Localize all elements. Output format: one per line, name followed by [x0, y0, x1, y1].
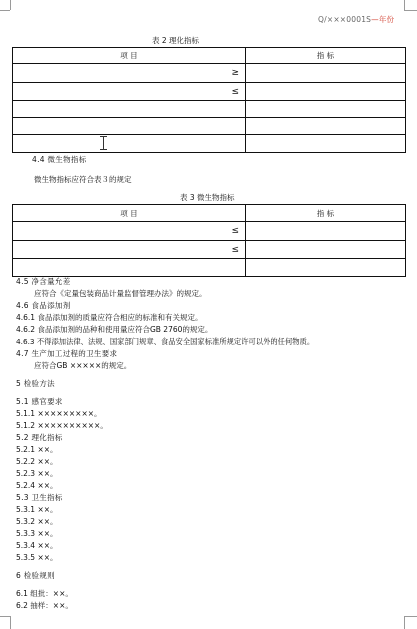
section-4-6-1: 4.6.1 食品添加剂的质量应符合相应的标准和有关规定。	[16, 313, 203, 322]
crop-mark-bottom-right	[404, 616, 417, 617]
section-5-2-heading: 5.2 理化指标	[16, 433, 63, 442]
table2-row2-value[interactable]	[246, 83, 406, 101]
crop-mark-top-right	[404, 10, 417, 11]
section-5-3-heading: 5.3 卫生指标	[16, 493, 63, 502]
crop-mark-top-right-v	[404, 0, 405, 10]
table3	[12, 204, 406, 277]
table-row[interactable]	[13, 222, 406, 241]
table2-row3-item[interactable]	[13, 101, 246, 118]
section-5-heading: 5 检验方法	[16, 379, 55, 388]
table3-row1-item[interactable]: ≤	[13, 222, 246, 241]
crop-mark-bottom-right-v	[404, 616, 405, 629]
section-6-2: 6.2 抽样：××。	[16, 601, 73, 610]
section-4-7-heading: 4.7 生产加工过程的卫生要求	[16, 349, 118, 358]
table2-col-index: 指 标	[246, 48, 406, 64]
table2-row1-value[interactable]	[246, 64, 406, 83]
document-code-prefix: Q/×××	[318, 15, 347, 24]
section-4-5-heading: 4.5 净含量允差	[16, 277, 71, 286]
table-row[interactable]	[13, 101, 406, 118]
section-6-1: 6.1 组批：××。	[16, 589, 73, 598]
crop-mark-top-left	[0, 10, 10, 11]
table3-caption: 表 3 微生物指标	[180, 193, 235, 202]
section-5-1-1: 5.1.1 ×××××××××。	[16, 409, 102, 418]
i-beam-cursor-icon	[99, 136, 108, 150]
table2-col-item: 项 目	[13, 48, 246, 64]
table3-row1-value[interactable]	[246, 222, 406, 241]
section-5-1-heading: 5.1 感官要求	[16, 397, 63, 406]
section-5-2-1: 5.2.1 ××。	[16, 445, 58, 454]
section-6-heading: 6 检验规则	[16, 571, 55, 580]
table3-row2-value[interactable]	[246, 241, 406, 259]
table-row[interactable]	[13, 118, 406, 135]
table-row[interactable]	[13, 64, 406, 83]
section-5-3-5: 5.3.5 ××。	[16, 553, 58, 562]
section-5-3-1: 5.3.1 ××。	[16, 505, 58, 514]
table3-row3-value[interactable]	[246, 259, 406, 277]
section-4-6-3: 4.6.3 不得添加法律、法规、国家部门规章、食品安全国家标准所规定许可以外的任何物质。	[16, 337, 315, 346]
section-5-1-2: 5.1.2 ××××××××××。	[16, 421, 108, 430]
table2-row3-value[interactable]	[246, 101, 406, 118]
section-5-3-2: 5.3.2 ××。	[16, 517, 58, 526]
table2-caption: 表 2 理化指标	[152, 36, 200, 45]
table2-row2-item[interactable]: ≤	[13, 83, 246, 101]
table2-row5-item[interactable]	[13, 135, 246, 153]
table3-header-row	[13, 205, 406, 222]
table2-header-row	[13, 48, 406, 64]
table2-row5-value[interactable]	[246, 135, 406, 153]
table-row[interactable]	[13, 83, 406, 101]
section-5-2-2: 5.2.2 ××。	[16, 457, 58, 466]
section-4-6-heading: 4.6 食品添加剂	[16, 301, 71, 310]
table3-col-item: 项 目	[13, 205, 246, 222]
section-4-7-text: 应符合GB ×××××的规定。	[34, 361, 132, 370]
table3-col-index: 指 标	[246, 205, 406, 222]
section-4-6-2: 4.6.2 食品添加剂的品种和使用量应符合GB 2760的规定。	[16, 325, 213, 334]
table-row[interactable]	[13, 241, 406, 259]
crop-mark-top-left-v	[10, 0, 11, 10]
table3-row2-item[interactable]: ≤	[13, 241, 246, 259]
crop-mark-bottom-left-v	[10, 616, 11, 629]
table3-row3-item[interactable]	[13, 259, 246, 277]
crop-mark-bottom-left	[0, 616, 10, 617]
document-code-number: 0001S	[346, 15, 372, 24]
section-4-4-text: 微生物指标应符合表３的规定	[34, 175, 132, 184]
table2	[12, 47, 406, 153]
section-5-3-4: 5.3.4 ××。	[16, 541, 58, 550]
section-5-2-4: 5.2.4 ××。	[16, 481, 58, 490]
section-4-5-text: 应符合《定量包装商品计量监督管理办法》的规定。	[34, 289, 207, 298]
table2-row1-item[interactable]: ≥	[13, 64, 246, 83]
document-code-year: —年份	[371, 15, 395, 24]
document-code	[318, 14, 394, 25]
table-row[interactable]	[13, 259, 406, 277]
table2-row4-item[interactable]	[13, 118, 246, 135]
section-5-2-3: 5.2.3 ××。	[16, 469, 58, 478]
section-4-4-heading: 4.4 微生物指标	[32, 155, 87, 164]
table2-row4-value[interactable]	[246, 118, 406, 135]
table-row[interactable]	[13, 135, 406, 153]
section-5-3-3: 5.3.3 ××。	[16, 529, 58, 538]
